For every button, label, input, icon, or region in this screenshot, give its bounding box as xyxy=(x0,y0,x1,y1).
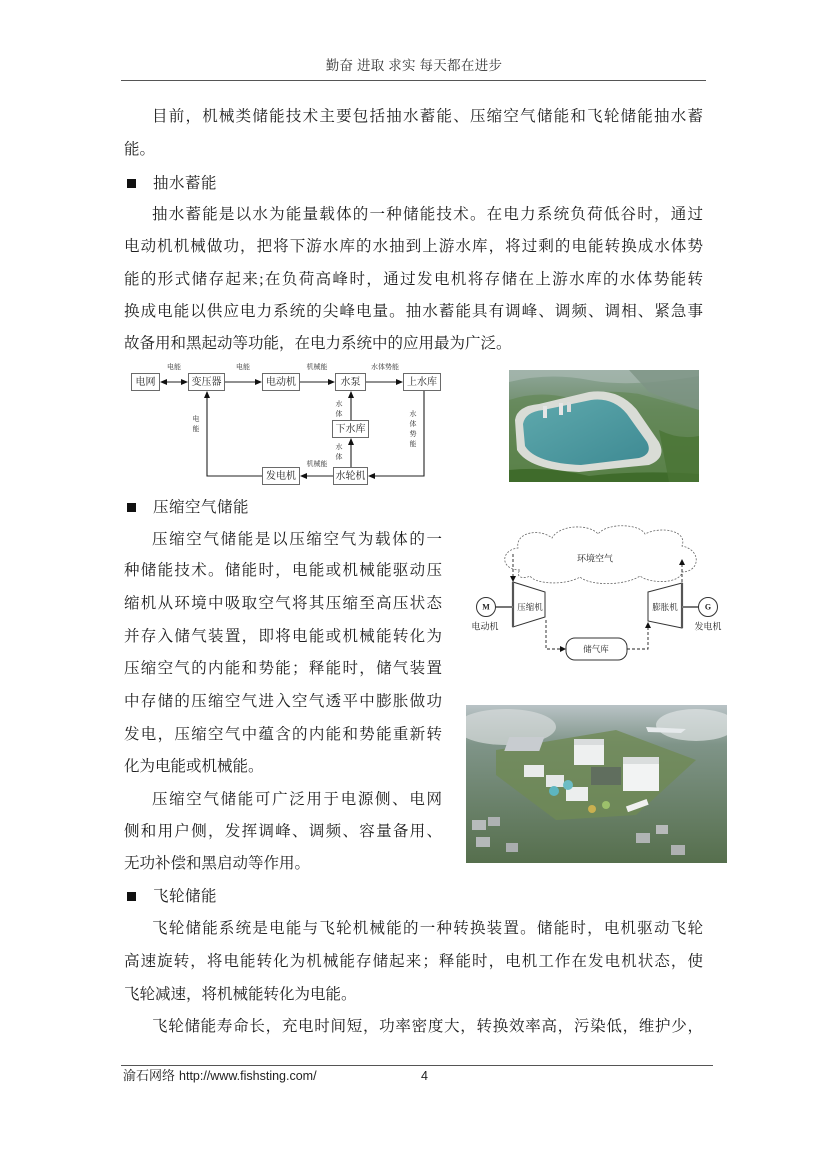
paragraph-line: 压缩空气储能可广泛用于电源侧、电网 xyxy=(152,791,442,808)
intro-line: 能。 xyxy=(124,141,156,158)
node-grid: 电网 xyxy=(131,373,160,391)
edge-label-turbine-lower: 水体 xyxy=(335,443,342,463)
paragraph-line: 发电，压缩空气中蕴含的内能和势能重新转 xyxy=(124,726,442,743)
paragraph-line: 侧和用户侧，发挥调峰、调频、容量备用、 xyxy=(124,823,442,840)
paragraph-line: 故备用和黑起动等功能，在电力系统中的应用最为广泛。 xyxy=(124,335,512,352)
intro-line: 目前，机械类储能技术主要包括抽水蓄能、压缩空气储能和飞轮储能抽水蓄 xyxy=(152,108,703,125)
paragraph-line: 并存入储气装置，即将电能或机械能转化为 xyxy=(124,628,442,645)
edge-label-transformer-motor: 电能 xyxy=(236,364,250,371)
header-motto: 勤奋 进取 求实 每天都在进步 xyxy=(325,58,503,73)
motor-symbol: M xyxy=(482,602,490,612)
flow-to-storage xyxy=(546,620,565,649)
ambient-air-label: 环境空气 xyxy=(576,553,614,564)
node-transformer: 变压器 xyxy=(188,373,225,391)
edge-label-pump-upper: 水体势能 xyxy=(371,364,399,371)
paragraph-line: 能的形式储存起来;在负荷高峰时，通过发电机将存储在上游水库的水体势能转 xyxy=(124,271,703,288)
paragraph-line: 中存储的压缩空气进入空气透平中膨胀做功 xyxy=(124,693,442,710)
edge-label-generator-transformer: 电能 xyxy=(192,415,199,435)
paragraph-line: 种储能技术。储能时，电能或机械能驱动压 xyxy=(124,562,442,579)
generator-label: 发电机 xyxy=(694,621,722,632)
paragraph-line: 压缩空气储能是以压缩空气为载体的一 xyxy=(152,531,442,548)
paragraph-line: 飞轮储能寿命长，充电时间短，功率密度大，转换效率高，污染低，维护少， xyxy=(152,1018,703,1035)
paragraph-line: 化为电能或机械能。 xyxy=(124,758,264,775)
edge-label-lower-pump: 水体 xyxy=(335,400,342,420)
header-divider xyxy=(121,80,706,81)
caes-diagram xyxy=(460,520,730,670)
edge-label-turbine-generator: 机械能 xyxy=(306,461,328,468)
section-heading-compressed-air: 压缩空气储能 xyxy=(153,499,250,516)
page-number: 4 xyxy=(421,1069,428,1083)
edge-label-motor-pump: 机械能 xyxy=(306,364,328,371)
node-motor: 电动机 xyxy=(262,373,300,391)
flow-from-storage xyxy=(627,623,648,649)
footer-source xyxy=(123,1068,317,1084)
paragraph-line: 缩机从环境中吸取空气将其压缩至高压状态 xyxy=(124,595,442,612)
paragraph-line: 高速旋转，将电能转化为机械能存储起来；释能时，电机工作在发电机状态，使 xyxy=(124,953,703,970)
arrow-generator-transformer xyxy=(207,392,262,476)
bullet-square-icon xyxy=(127,179,136,188)
footer-site-name: 渝石网络 xyxy=(123,1068,176,1083)
edge-label-grid-transformer: 电能 xyxy=(167,364,181,371)
paragraph-line: 压缩空气的内能和势能；释能时，储气装置 xyxy=(124,660,442,677)
reservoir-image xyxy=(509,370,699,482)
paragraph-line: 无功补偿和黑启动等作用。 xyxy=(124,855,311,872)
caes-plant-photo xyxy=(466,705,727,863)
node-pump: 水泵 xyxy=(335,373,366,391)
paragraph-line: 抽水蓄能是以水为能量载体的一种储能技术。在电力系统负荷低谷时，通过 xyxy=(152,206,703,223)
reservoir-photo xyxy=(509,370,699,482)
pumped-storage-diagram xyxy=(120,360,450,490)
paragraph-line: 换成电能以供应电力系统的尖峰电量。抽水蓄能具有调峰、调频、调相、紧急事 xyxy=(124,303,703,320)
section-heading-flywheel: 飞轮储能 xyxy=(153,888,218,905)
node-generator: 发电机 xyxy=(262,467,300,485)
expander-label: 膨胀机 xyxy=(652,602,678,612)
paragraph-line: 电动机机械做功，把将下游水库的水抽到上游水库，将过剩的电能转换成水体势 xyxy=(124,238,703,255)
node-lower-reservoir: 下水库 xyxy=(332,420,369,438)
generator-symbol: G xyxy=(704,602,712,612)
bullet-square-icon xyxy=(127,892,136,901)
paragraph-line: 飞轮储能系统是电能与飞轮机械能的一种转换装置。储能时，电机驱动飞轮 xyxy=(152,920,703,937)
edge-label-upper-turbine: 水体势能 xyxy=(409,410,416,450)
footer-url-link[interactable]: http://www.fishsting.com/ xyxy=(179,1069,317,1083)
compressor-label: 压缩机 xyxy=(517,602,543,612)
bullet-square-icon xyxy=(127,503,136,512)
node-upper-reservoir: 上水库 xyxy=(403,373,441,391)
caes-plant-image xyxy=(466,705,727,863)
footer-divider xyxy=(121,1065,713,1066)
section-heading-pumped-storage: 抽水蓄能 xyxy=(153,175,218,192)
node-turbine: 水轮机 xyxy=(333,467,368,485)
paragraph-line: 飞轮减速，将机械能转化为电能。 xyxy=(124,986,357,1003)
storage-label: 储气库 xyxy=(583,644,609,654)
motor-label: 电动机 xyxy=(471,621,499,632)
